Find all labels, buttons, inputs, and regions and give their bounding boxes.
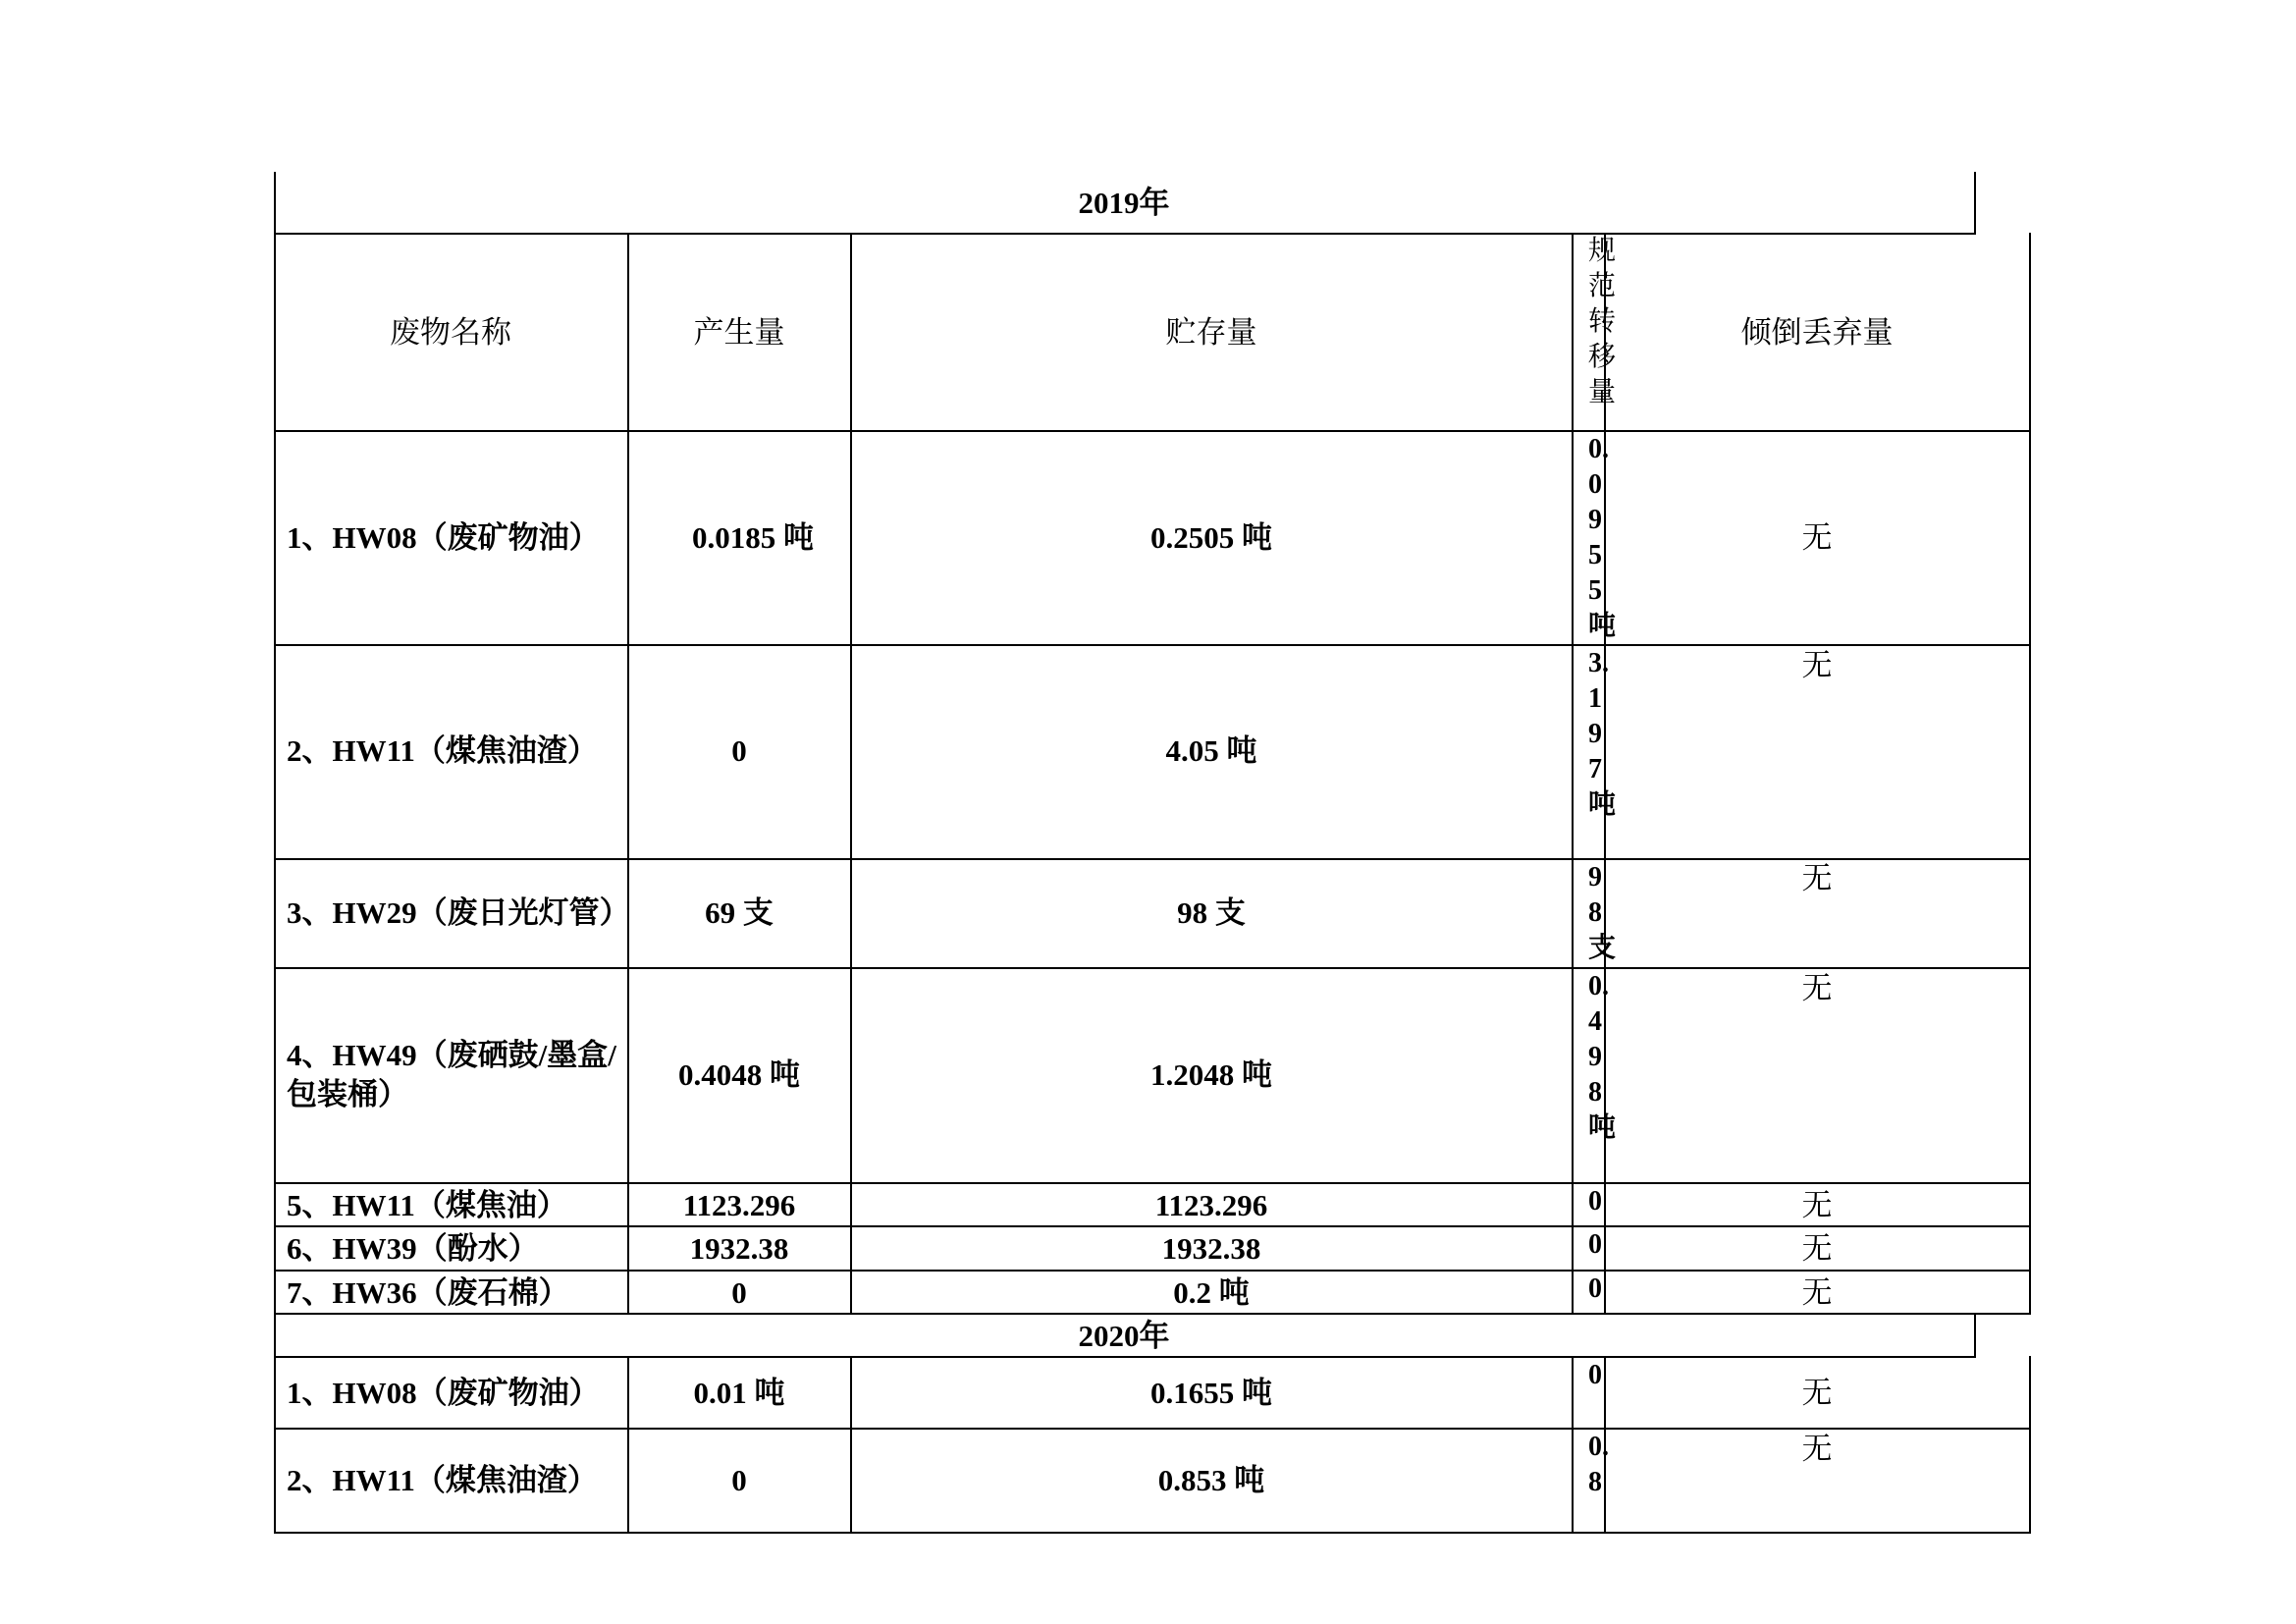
table-border bbox=[274, 1225, 2031, 1227]
row-transferred-text: 98支 bbox=[1588, 862, 1617, 963]
row-dumped: 无 bbox=[1801, 1432, 1833, 1466]
row-name: 3、HW29（废日光灯管） bbox=[287, 895, 630, 930]
row-transferred bbox=[1588, 1272, 1620, 1313]
table-border bbox=[274, 172, 276, 1534]
header-transferred-text: 规范转移量 bbox=[1588, 236, 1617, 407]
row-transferred-text: 0 bbox=[1588, 1229, 1602, 1260]
row-transferred bbox=[1588, 1358, 1620, 1428]
row-transferred-text: 0.8 bbox=[1588, 1432, 1609, 1497]
row-stored: 0.853 吨 bbox=[1157, 1463, 1265, 1497]
row-transferred-text: 0.498吨 bbox=[1588, 971, 1617, 1143]
table-border bbox=[274, 967, 2031, 969]
table-border bbox=[274, 1313, 2031, 1315]
row-dumped: 无 bbox=[1801, 861, 1833, 895]
column-divider bbox=[850, 1356, 852, 1534]
row-name: 2、HW11（煤焦油渣） bbox=[287, 733, 598, 768]
table-border bbox=[1974, 172, 1976, 235]
row-dumped: 无 bbox=[1801, 1275, 1833, 1310]
column-divider bbox=[1572, 233, 1574, 1315]
row-transferred bbox=[1588, 969, 1620, 1182]
column-divider bbox=[1572, 1356, 1574, 1534]
table-border bbox=[274, 430, 2031, 432]
row-generated: 0.01 吨 bbox=[693, 1376, 785, 1410]
table-border bbox=[274, 858, 2031, 860]
year-title-2019: 2019年 bbox=[1078, 186, 1170, 220]
row-name-line2: 包装桶） bbox=[287, 1077, 408, 1111]
row-generated: 0 bbox=[731, 1275, 747, 1310]
row-dumped: 无 bbox=[1801, 1231, 1833, 1266]
table-border bbox=[274, 233, 1976, 235]
row-transferred-text: 0 bbox=[1588, 1186, 1602, 1217]
row-dumped: 无 bbox=[1801, 1376, 1833, 1410]
row-transferred bbox=[1588, 1227, 1620, 1270]
row-generated: 69 支 bbox=[705, 895, 774, 930]
table-border bbox=[1974, 1313, 1976, 1358]
row-stored: 4.05 吨 bbox=[1165, 733, 1257, 768]
row-transferred bbox=[1588, 646, 1620, 858]
row-name: 1、HW08（废矿物油） bbox=[287, 1376, 600, 1410]
table-border bbox=[274, 1532, 2031, 1534]
row-stored: 1123.296 bbox=[1154, 1188, 1268, 1222]
row-stored: 0.2505 吨 bbox=[1150, 520, 1272, 555]
column-divider bbox=[627, 1356, 629, 1534]
header-transferred bbox=[1588, 234, 1620, 430]
row-dumped: 无 bbox=[1801, 520, 1833, 555]
table-border bbox=[2029, 1356, 2031, 1534]
row-stored: 1932.38 bbox=[1161, 1231, 1261, 1266]
table-border bbox=[274, 644, 2031, 646]
table-border bbox=[2029, 233, 2031, 1315]
row-generated: 0 bbox=[731, 1463, 747, 1497]
table-border bbox=[274, 1356, 1976, 1358]
header-dumped: 倾倒丢弃量 bbox=[1740, 315, 1894, 350]
row-name: 5、HW11（煤焦油） bbox=[287, 1188, 567, 1222]
row-transferred-text: 3.197吨 bbox=[1588, 648, 1617, 820]
row-stored: 98 支 bbox=[1177, 895, 1246, 930]
row-transferred bbox=[1588, 860, 1620, 967]
row-transferred bbox=[1588, 432, 1620, 644]
row-generated: 0 bbox=[731, 733, 747, 768]
row-stored: 0.2 吨 bbox=[1173, 1275, 1250, 1310]
row-transferred-text: 0 bbox=[1588, 1273, 1602, 1304]
row-stored: 1.2048 吨 bbox=[1150, 1057, 1272, 1092]
table-border bbox=[274, 1182, 2031, 1184]
row-generated: 1932.38 bbox=[689, 1231, 789, 1266]
row-dumped: 无 bbox=[1801, 648, 1833, 682]
column-divider bbox=[850, 233, 852, 1315]
row-name: 6、HW39（酚水） bbox=[287, 1231, 539, 1266]
row-generated: 0.4048 吨 bbox=[678, 1057, 800, 1092]
row-dumped: 无 bbox=[1801, 1188, 1833, 1222]
header-waste-name: 废物名称 bbox=[390, 315, 511, 350]
row-stored: 0.1655 吨 bbox=[1150, 1376, 1272, 1410]
table-border bbox=[274, 1428, 2031, 1430]
table-border bbox=[274, 1270, 2031, 1272]
row-transferred-text: 0.0955吨 bbox=[1588, 434, 1617, 641]
row-transferred bbox=[1588, 1184, 1620, 1225]
row-name: 7、HW36（废石棉） bbox=[287, 1275, 569, 1310]
year-title-2020: 2020年 bbox=[1078, 1319, 1170, 1353]
row-generated: 1123.296 bbox=[682, 1188, 796, 1222]
row-name: 2、HW11（煤焦油渣） bbox=[287, 1463, 598, 1497]
row-transferred bbox=[1588, 1430, 1620, 1532]
row-name-line1: 4、HW49（废硒鼓/墨盒/ bbox=[287, 1038, 616, 1072]
row-name: 1、HW08（废矿物油） bbox=[287, 520, 600, 555]
header-generated: 产生量 bbox=[693, 315, 785, 350]
row-dumped: 无 bbox=[1801, 971, 1833, 1005]
row-transferred-text: 0 bbox=[1588, 1360, 1602, 1390]
row-generated: 0.0185 吨 bbox=[692, 520, 814, 555]
column-divider bbox=[627, 233, 629, 1315]
header-stored: 贮存量 bbox=[1165, 315, 1257, 350]
